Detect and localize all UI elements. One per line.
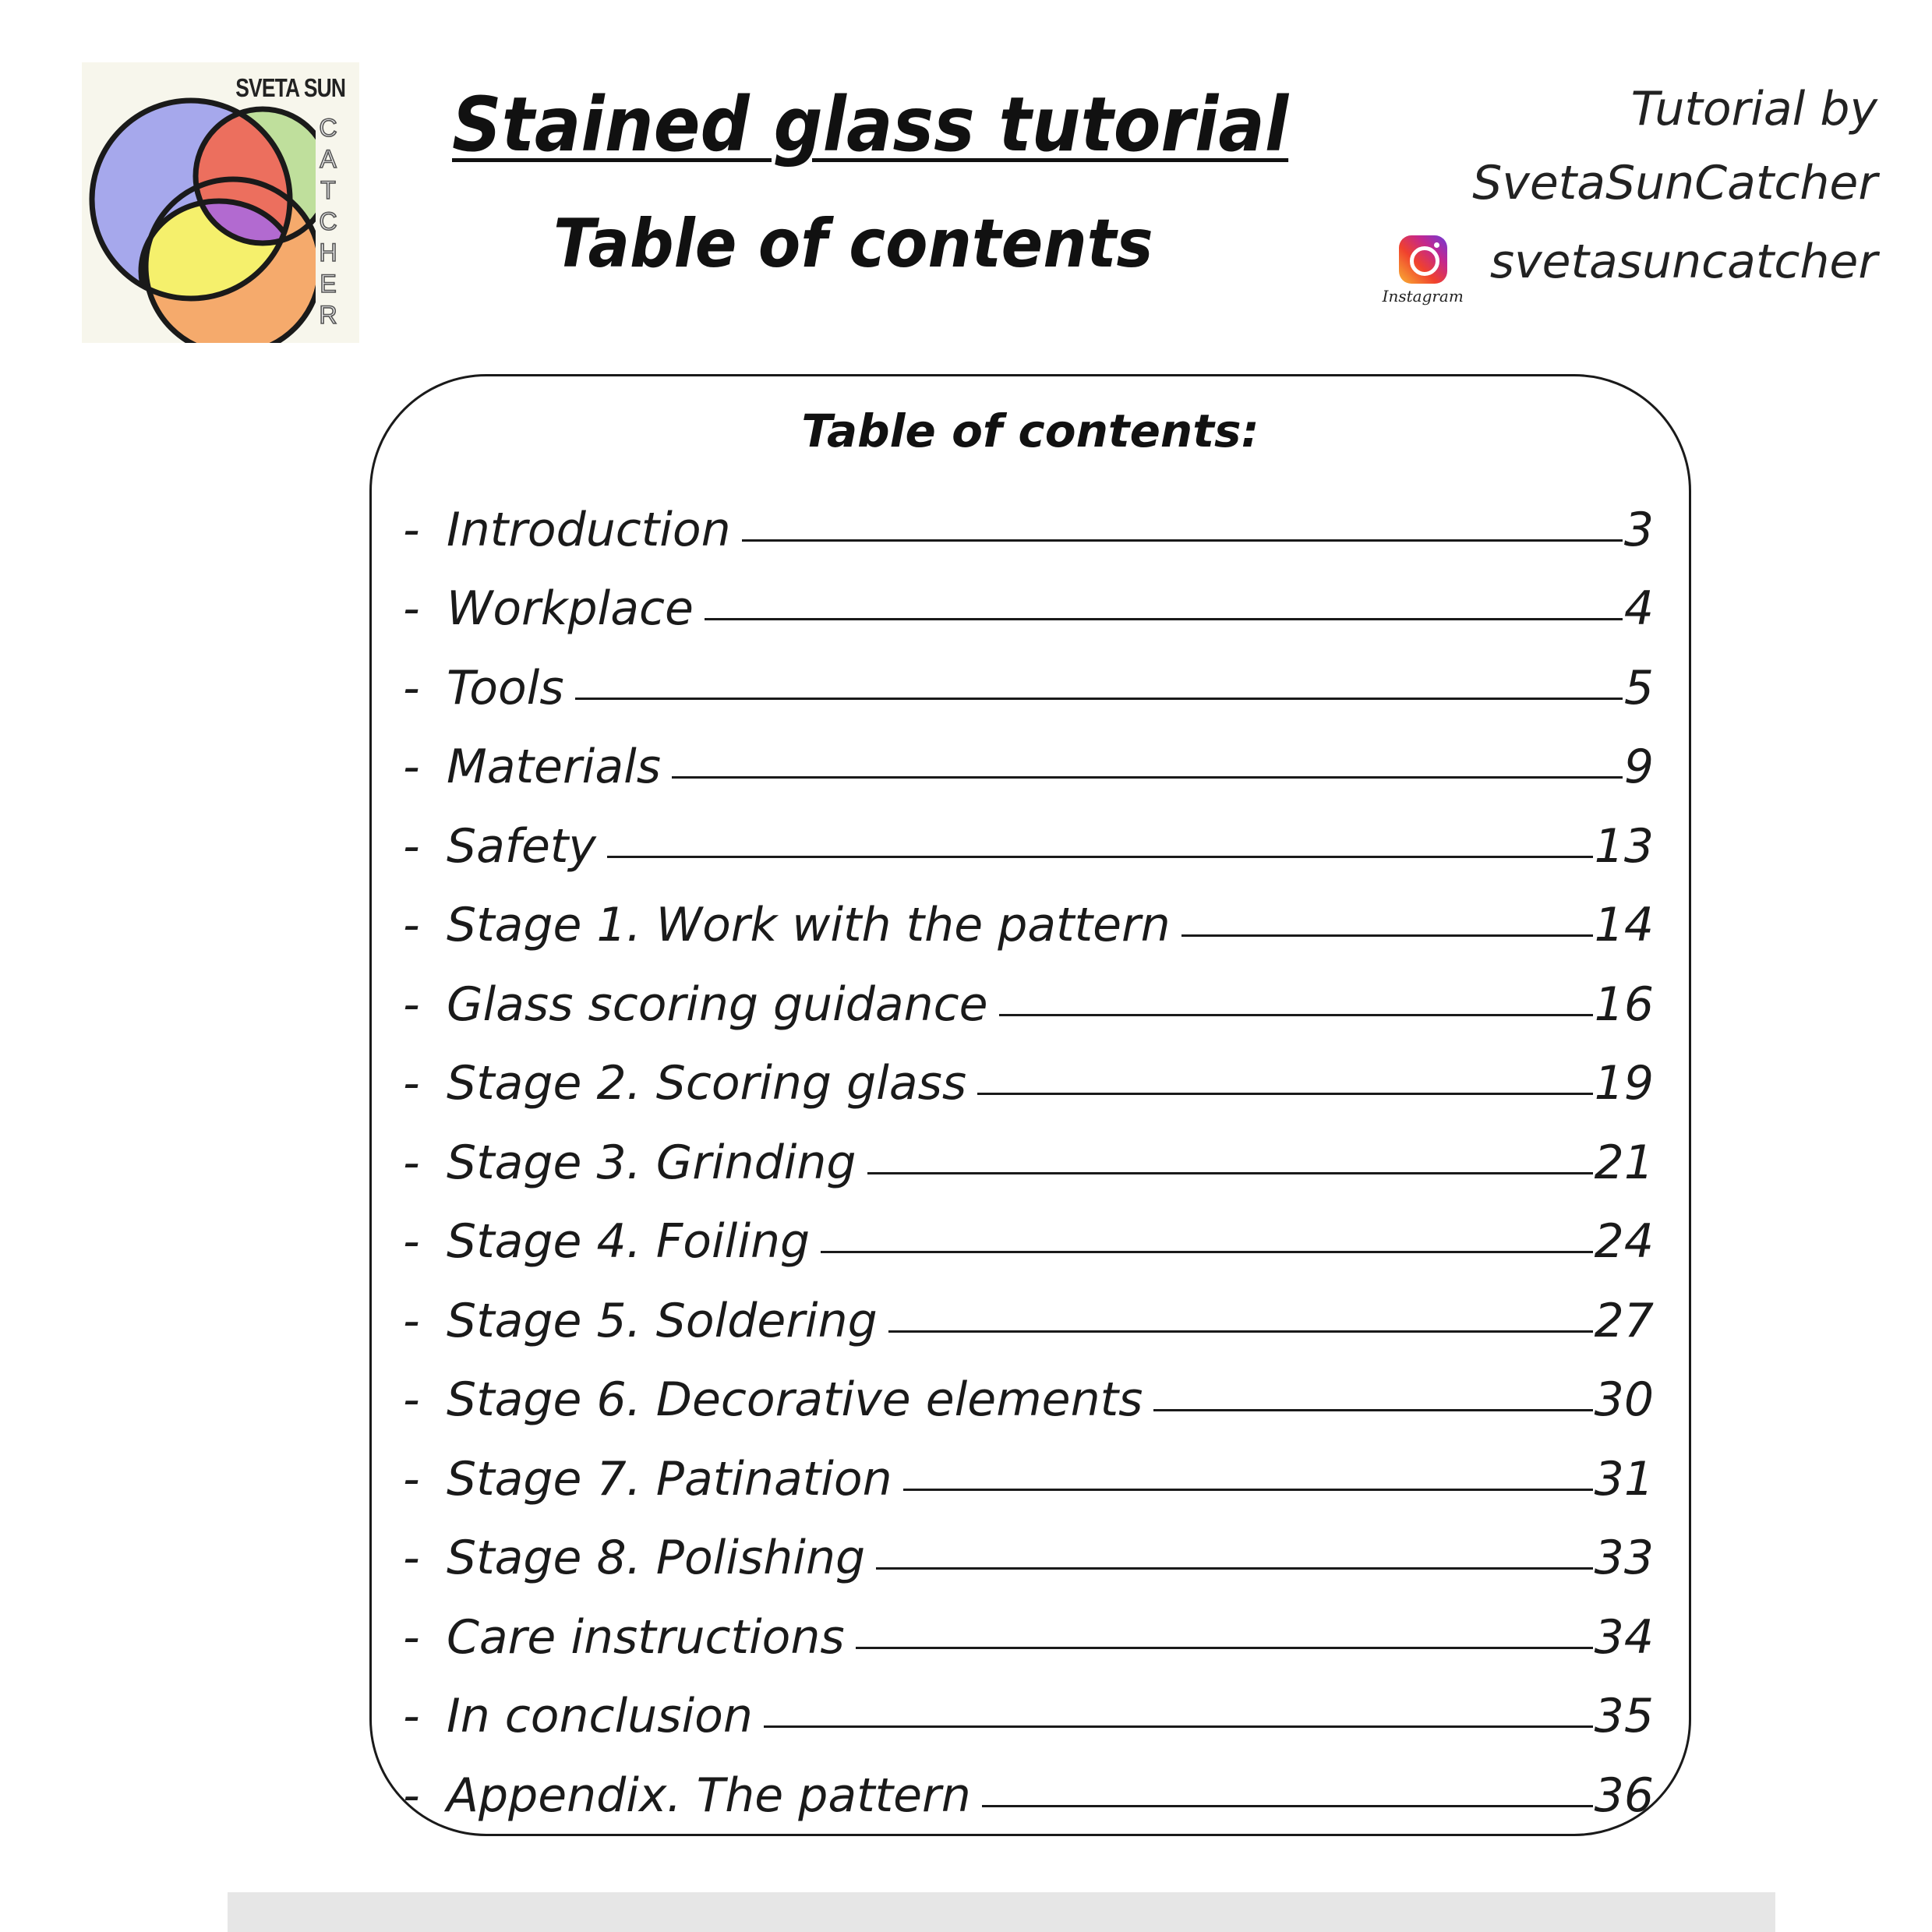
logo-brand-text: SVETA SUN	[235, 73, 345, 102]
toc-item-label: Care instructions	[447, 1609, 845, 1665]
logo-letter: E	[320, 270, 337, 298]
toc-item-label: Materials	[447, 740, 662, 794]
page-subtitle: Table of contents	[553, 205, 1153, 283]
toc-item[interactable]	[403, 1269, 1654, 1348]
toc-item-label: Workplace	[447, 581, 694, 636]
toc-item-page-number: 34	[1594, 1609, 1654, 1665]
toc-item[interactable]	[403, 1427, 1654, 1506]
overlapping-circles-logo-icon	[82, 62, 316, 343]
toc-item-page-number: 19	[1594, 1056, 1654, 1111]
page-title: Stained glass tutorial	[452, 81, 1289, 168]
toc-item-dash: -	[403, 581, 420, 636]
toc-item[interactable]	[403, 1665, 1654, 1744]
instagram-handle[interactable]: svetasuncatcher	[1489, 235, 1877, 289]
toc-item[interactable]	[403, 1506, 1654, 1586]
toc-item[interactable]	[403, 636, 1654, 715]
toc-item-label: Safety	[447, 818, 596, 874]
toc-item-leader-line	[672, 776, 1623, 779]
toc-item-leader-line	[999, 1014, 1593, 1016]
toc-item-dash: -	[403, 1531, 420, 1585]
toc-item-page-number: 30	[1594, 1372, 1654, 1427]
toc-item[interactable]	[403, 557, 1654, 637]
toc-item-label: Stage 8. Polishing	[447, 1531, 866, 1585]
instagram-icon[interactable]	[1399, 235, 1447, 284]
toc-item-page-number: 36	[1594, 1768, 1654, 1823]
toc-item-leader-line	[764, 1725, 1593, 1728]
toc-item-leader-line	[876, 1567, 1593, 1570]
toc-item-dash: -	[403, 1056, 420, 1111]
toc-item-dash: -	[403, 1135, 420, 1190]
toc-item-leader-line	[977, 1093, 1593, 1095]
toc-item[interactable]	[403, 478, 1654, 557]
toc-item-page-number: 24	[1594, 1214, 1654, 1269]
logo-letter: T	[320, 176, 336, 204]
toc-item-leader-line	[856, 1647, 1593, 1649]
toc-heading: Table of contents:	[801, 404, 1259, 457]
toc-item-leader-line	[888, 1330, 1593, 1333]
toc-item-dash: -	[403, 1689, 420, 1743]
toc-item[interactable]	[403, 952, 1654, 1032]
toc-item-page-number: 13	[1594, 818, 1654, 874]
toc-item-leader-line	[1181, 934, 1593, 937]
toc-item-dash: -	[403, 502, 420, 557]
toc-item[interactable]	[403, 794, 1654, 874]
logo-letter: C	[319, 207, 337, 235]
toc-item-page-number: 9	[1623, 740, 1654, 794]
toc-item-label: Stage 6. Decorative elements	[447, 1372, 1143, 1427]
toc-item-dash: -	[403, 898, 420, 952]
toc-item-page-number: 4	[1623, 581, 1654, 636]
toc-item-page-number: 21	[1594, 1135, 1654, 1190]
toc-item[interactable]	[403, 1111, 1654, 1190]
toc-item-label: Tools	[447, 660, 564, 715]
instagram-wordmark: Instagram	[1382, 286, 1464, 306]
toc-item-page-number: 27	[1594, 1293, 1654, 1348]
toc-item-label: In conclusion	[447, 1689, 753, 1743]
toc-item-dash: -	[403, 1768, 420, 1823]
toc-item-label: Stage 2. Scoring glass	[447, 1056, 967, 1111]
toc-item-dash: -	[403, 660, 420, 715]
logo-letter: C	[319, 114, 337, 142]
author-name: SvetaSunCatcher	[1472, 156, 1877, 210]
logo-letter: H	[319, 238, 337, 267]
next-page-edge	[228, 1892, 1775, 1932]
toc-item-page-number: 33	[1594, 1531, 1654, 1585]
toc-item-label: Appendix. The pattern	[447, 1768, 971, 1823]
toc-item-leader-line	[575, 698, 1623, 700]
toc-item-page-number: 5	[1623, 660, 1654, 715]
toc-item-leader-line	[607, 856, 1593, 858]
toc-item[interactable]	[403, 874, 1654, 953]
toc-item-page-number: 14	[1594, 898, 1654, 952]
toc-item-label: Stage 3. Grinding	[447, 1135, 857, 1190]
sveta-sun-catcher-logo	[82, 62, 359, 343]
toc-item-leader-line	[705, 618, 1623, 620]
toc-item-label: Glass scoring guidance	[447, 977, 988, 1032]
toc-item[interactable]	[403, 1190, 1654, 1270]
table-of-contents-box	[369, 374, 1691, 1836]
logo-letter: R	[319, 301, 337, 329]
author-by-line: Tutorial by	[1630, 82, 1877, 136]
author-block	[1382, 74, 1877, 306]
toc-item-label: Stage 4. Foiling	[447, 1214, 811, 1269]
toc-item-dash: -	[403, 1214, 420, 1269]
toc-item-leader-line	[982, 1805, 1593, 1807]
toc-item-dash: -	[403, 1372, 420, 1427]
toc-item-label: Stage 1. Work with the pattern	[447, 898, 1171, 952]
toc-item-leader-line	[821, 1251, 1593, 1253]
toc-item-dash: -	[403, 1609, 420, 1665]
instagram-badge[interactable]	[1383, 235, 1464, 306]
toc-item-leader-line	[1153, 1409, 1592, 1411]
logo-vertical-text	[309, 112, 347, 330]
toc-item-label: Stage 7. Patination	[447, 1451, 892, 1506]
toc-item-dash: -	[403, 818, 420, 874]
toc-item-leader-line	[742, 539, 1623, 542]
toc-item-page-number: 35	[1594, 1689, 1654, 1743]
toc-item[interactable]	[403, 1348, 1654, 1428]
toc-item[interactable]	[403, 1585, 1654, 1665]
toc-item-label: Stage 5. Soldering	[447, 1293, 878, 1348]
toc-item-page-number: 31	[1594, 1451, 1654, 1506]
toc-item-dash: -	[403, 1451, 420, 1506]
toc-item[interactable]	[403, 1032, 1654, 1111]
toc-item-page-number: 3	[1623, 502, 1654, 557]
instagram-row[interactable]	[1382, 223, 1877, 306]
toc-item-label: Introduction	[447, 502, 731, 557]
toc-item-dash: -	[403, 977, 420, 1032]
toc-item[interactable]	[403, 1743, 1654, 1823]
toc-item[interactable]	[403, 715, 1654, 795]
toc-item-dash: -	[403, 1293, 420, 1348]
toc-list	[403, 478, 1654, 1823]
toc-item-leader-line	[867, 1172, 1593, 1174]
toc-item-dash: -	[403, 740, 420, 794]
toc-item-leader-line	[903, 1489, 1593, 1491]
logo-letter: A	[320, 145, 337, 173]
toc-item-page-number: 16	[1594, 977, 1654, 1032]
